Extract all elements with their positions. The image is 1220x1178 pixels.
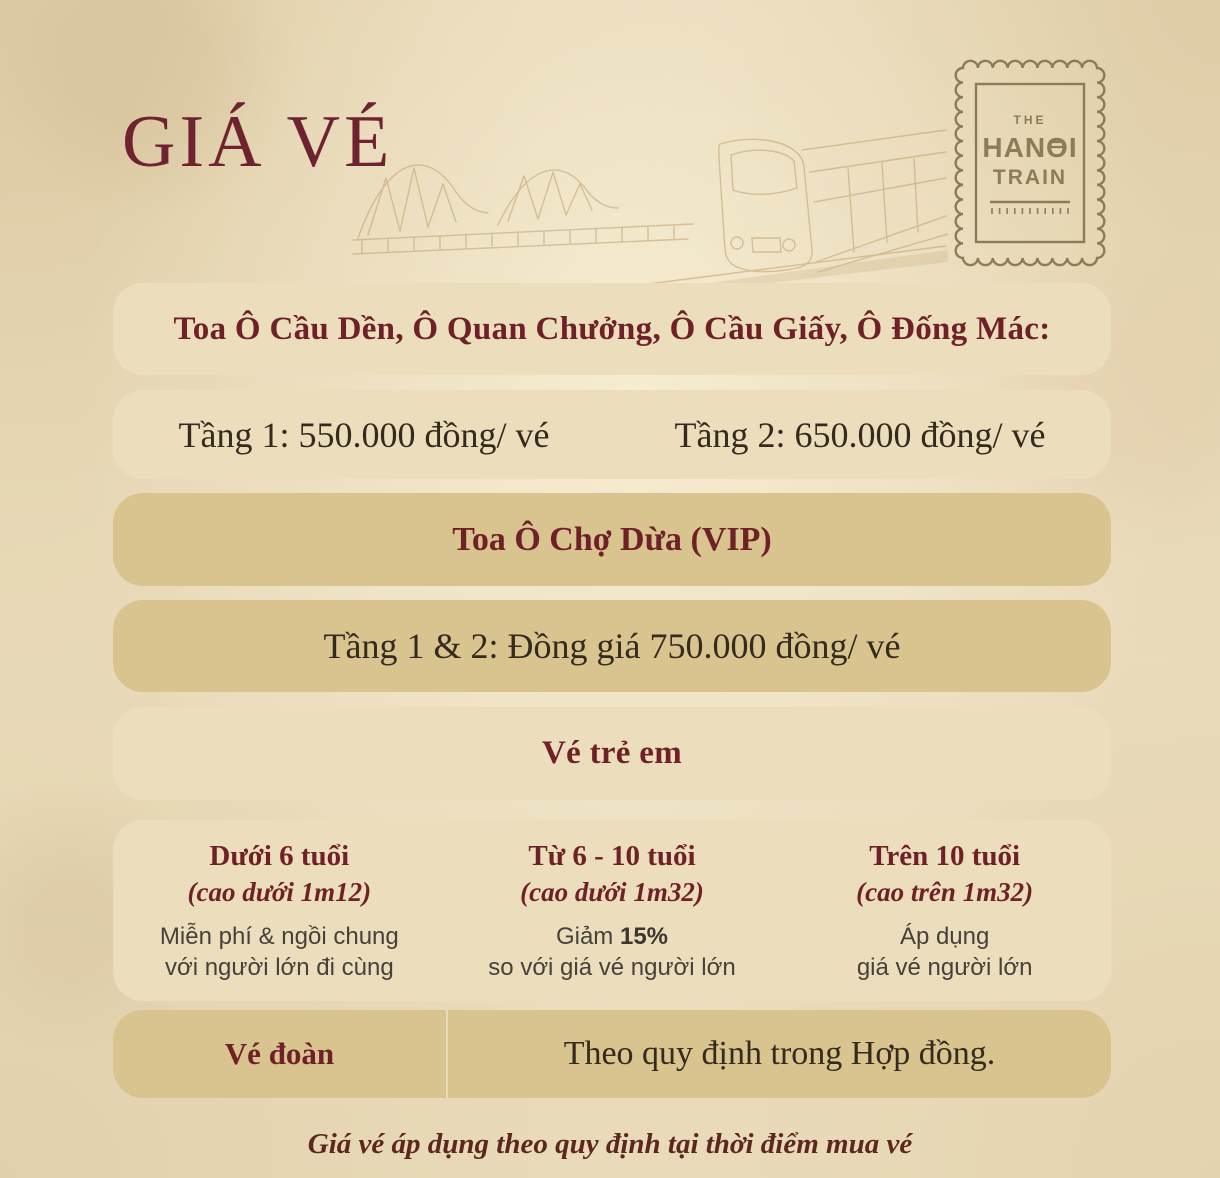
footer-note: Giá vé áp dụng theo quy định tại thời điểm mua vé [307,1128,913,1160]
height-label: (cao trên 1m32) [856,877,1034,907]
vip-coach-header: Toa Ô Chợ Dừa (VIP) [452,520,772,558]
children-group-over10 [778,838,1111,983]
stamp-text-the: THE [1013,113,1047,127]
standard-coaches-header-row [113,283,1111,375]
stamp-inner-frame [976,84,1084,242]
children-detail-row [113,820,1111,1001]
policy-text: Giảm 15% so với giá vé người lớn [488,923,736,981]
vip-price: Tầng 1 & 2: Đồng giá 750.000 đồng/ vé [323,626,901,666]
group-ticket-label: Vé đoàn [224,1036,335,1071]
children-group-6to10 [446,838,779,983]
hanoi-train-stamp-logo [952,58,1108,268]
age-label: Từ 6 - 10 tuổi [528,840,696,872]
children-header-row [113,707,1111,800]
page-title: GIÁ VÉ [122,101,394,183]
policy-text: Miễn phí & ngồi chung với người lớn đi cùng [159,923,399,981]
bridge-train-illustration [348,92,948,292]
price-table [113,283,1111,1098]
stamp-rail-ticks [992,208,1068,214]
policy-text: Áp dụng giá vé người lớn [856,923,1033,981]
group-ticket-value: Theo quy định trong Hợp đồng. [563,1035,996,1072]
stamp-text-train: TRAIN [992,166,1068,189]
age-label: Trên 10 tuổi [869,840,1021,872]
standard-coaches-price-row [113,390,1111,479]
height-label: (cao dưới 1m12) [187,877,372,907]
discount-percent: 15% [619,923,669,950]
vip-coach-price-row [113,600,1111,692]
group-ticket-value-cell [448,1010,1111,1098]
group-ticket-row [113,1010,1111,1098]
tier2-price: Tầng 2: 650.000 đồng/ vé [674,414,1046,455]
height-label: (cao dưới 1m32) [520,877,704,907]
tier1-price: Tầng 1: 550.000 đồng/ vé [178,414,550,455]
standard-coaches-header: Toa Ô Cầu Dền, Ô Quan Chưởng, Ô Cầu Giấy, Ô Đống Mác: [173,310,1051,347]
age-label: Dưới 6 tuổi [209,840,350,872]
children-group-under6 [113,838,446,983]
vip-coach-header-row [113,493,1111,586]
children-header: Vé trẻ em [541,735,683,771]
group-ticket-label-cell [113,1010,446,1098]
stamp-text-hanoi: HANOI [982,132,1078,163]
